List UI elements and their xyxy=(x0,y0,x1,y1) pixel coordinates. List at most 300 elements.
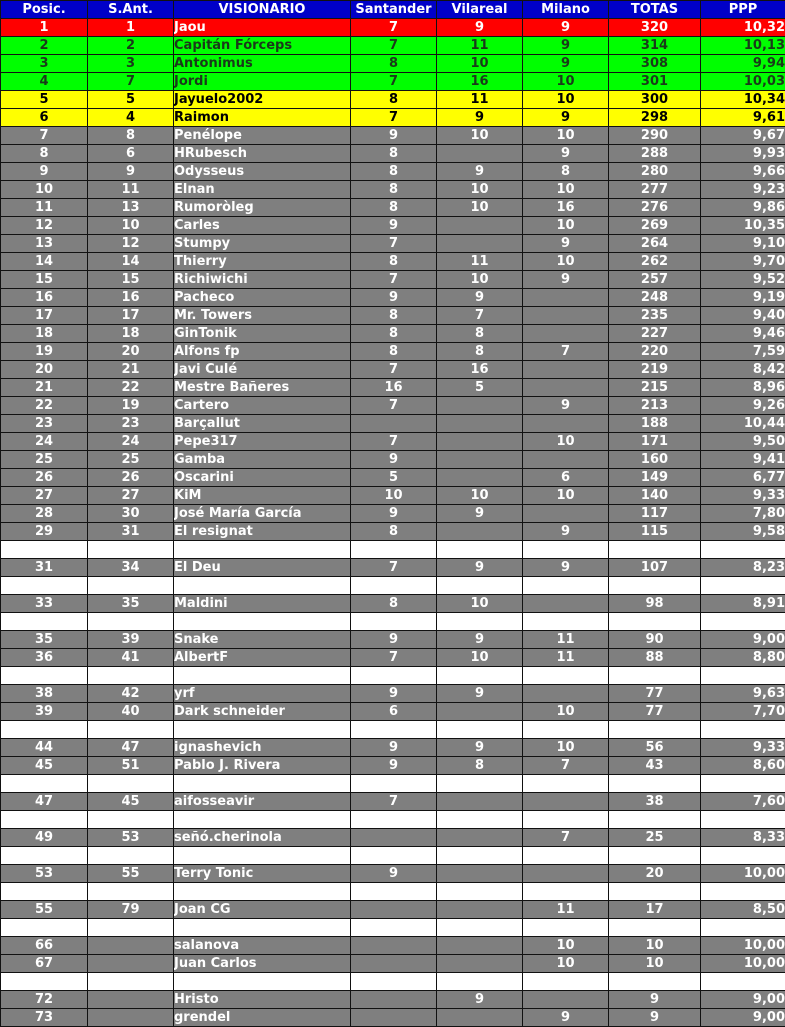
cell-vilareal xyxy=(437,235,523,253)
cell-santander: 8 xyxy=(351,181,437,199)
cell-milano: 9 xyxy=(523,55,609,73)
cell-santander: 8 xyxy=(351,163,437,181)
cell-milano: 10 xyxy=(523,253,609,271)
cell-totas: 264 xyxy=(609,235,701,253)
cell-visionario xyxy=(174,883,351,901)
table-row-blank xyxy=(1,613,785,631)
table-row xyxy=(1,289,785,307)
cell-posic: 26 xyxy=(1,469,88,487)
cell-posic xyxy=(1,721,88,739)
cell-visionario: Terry Tonic xyxy=(174,865,351,883)
cell-posic: 66 xyxy=(1,937,88,955)
cell-milano xyxy=(523,451,609,469)
header-visionario: VISIONARIO xyxy=(174,1,351,19)
cell-ppp: 8,42 xyxy=(701,361,785,379)
cell-s-ant: 22 xyxy=(88,379,174,397)
cell-s-ant: 2 xyxy=(88,37,174,55)
cell-ppp: 9,50 xyxy=(701,433,785,451)
cell-santander: 9 xyxy=(351,451,437,469)
cell-vilareal: 10 xyxy=(437,199,523,217)
cell-ppp: 8,50 xyxy=(701,901,785,919)
cell-santander xyxy=(351,613,437,631)
table-body xyxy=(1,19,785,1027)
cell-ppp: 9,00 xyxy=(701,1009,785,1027)
cell-ppp: 9,86 xyxy=(701,199,785,217)
cell-posic: 33 xyxy=(1,595,88,613)
cell-ppp: 10,13 xyxy=(701,37,785,55)
cell-santander xyxy=(351,811,437,829)
cell-s-ant: 10 xyxy=(88,217,174,235)
cell-vilareal xyxy=(437,451,523,469)
cell-milano xyxy=(523,613,609,631)
cell-visionario xyxy=(174,811,351,829)
cell-totas: 290 xyxy=(609,127,701,145)
cell-ppp xyxy=(701,541,785,559)
cell-visionario xyxy=(174,847,351,865)
cell-santander xyxy=(351,883,437,901)
cell-ppp: 7,59 xyxy=(701,343,785,361)
cell-santander: 6 xyxy=(351,703,437,721)
cell-totas: 38 xyxy=(609,793,701,811)
cell-visionario: Maldini xyxy=(174,595,351,613)
cell-s-ant: 7 xyxy=(88,73,174,91)
table-row xyxy=(1,937,785,955)
cell-santander: 7 xyxy=(351,109,437,127)
cell-totas: 90 xyxy=(609,631,701,649)
cell-milano: 9 xyxy=(523,37,609,55)
table-row-blank xyxy=(1,667,785,685)
cell-totas: 25 xyxy=(609,829,701,847)
cell-posic: 11 xyxy=(1,199,88,217)
table-row xyxy=(1,55,785,73)
cell-s-ant: 31 xyxy=(88,523,174,541)
cell-vilareal: 9 xyxy=(437,289,523,307)
cell-vilareal xyxy=(437,937,523,955)
cell-vilareal: 9 xyxy=(437,505,523,523)
cell-santander: 8 xyxy=(351,343,437,361)
cell-vilareal: 9 xyxy=(437,739,523,757)
table-row xyxy=(1,649,785,667)
cell-vilareal xyxy=(437,541,523,559)
cell-ppp: 9,52 xyxy=(701,271,785,289)
cell-visionario: Mr. Towers xyxy=(174,307,351,325)
cell-s-ant xyxy=(88,937,174,955)
cell-visionario: Alfons fp xyxy=(174,343,351,361)
cell-milano: 7 xyxy=(523,757,609,775)
cell-vilareal: 9 xyxy=(437,631,523,649)
cell-milano xyxy=(523,289,609,307)
cell-visionario: Jaou xyxy=(174,19,351,37)
cell-vilareal: 5 xyxy=(437,379,523,397)
cell-s-ant: 12 xyxy=(88,235,174,253)
cell-santander: 9 xyxy=(351,289,437,307)
cell-s-ant xyxy=(88,775,174,793)
cell-milano xyxy=(523,361,609,379)
cell-posic: 47 xyxy=(1,793,88,811)
cell-posic: 5 xyxy=(1,91,88,109)
cell-posic xyxy=(1,847,88,865)
cell-posic: 25 xyxy=(1,451,88,469)
cell-milano xyxy=(523,595,609,613)
cell-s-ant: 39 xyxy=(88,631,174,649)
cell-visionario: Dark schneider xyxy=(174,703,351,721)
cell-visionario xyxy=(174,577,351,595)
cell-posic xyxy=(1,775,88,793)
cell-totas: 43 xyxy=(609,757,701,775)
cell-santander xyxy=(351,955,437,973)
table-row xyxy=(1,703,785,721)
cell-posic: 23 xyxy=(1,415,88,433)
cell-totas: 308 xyxy=(609,55,701,73)
cell-santander xyxy=(351,973,437,991)
cell-visionario: Gamba xyxy=(174,451,351,469)
table-row-blank xyxy=(1,847,785,865)
cell-s-ant: 15 xyxy=(88,271,174,289)
cell-ppp: 8,33 xyxy=(701,829,785,847)
cell-totas: 117 xyxy=(609,505,701,523)
table-row xyxy=(1,595,785,613)
cell-s-ant: 13 xyxy=(88,199,174,217)
cell-santander: 8 xyxy=(351,325,437,343)
cell-visionario: Snake xyxy=(174,631,351,649)
cell-milano: 9 xyxy=(523,1009,609,1027)
cell-totas: 227 xyxy=(609,325,701,343)
cell-ppp: 9,33 xyxy=(701,739,785,757)
cell-totas xyxy=(609,847,701,865)
cell-ppp: 9,93 xyxy=(701,145,785,163)
cell-vilareal xyxy=(437,577,523,595)
cell-santander: 7 xyxy=(351,19,437,37)
cell-s-ant: 55 xyxy=(88,865,174,883)
cell-visionario xyxy=(174,667,351,685)
cell-ppp xyxy=(701,811,785,829)
cell-posic: 4 xyxy=(1,73,88,91)
cell-milano xyxy=(523,883,609,901)
table-row xyxy=(1,397,785,415)
cell-ppp: 9,26 xyxy=(701,397,785,415)
table-row xyxy=(1,559,785,577)
cell-totas: 10 xyxy=(609,937,701,955)
cell-milano: 9 xyxy=(523,109,609,127)
cell-posic: 3 xyxy=(1,55,88,73)
header-posic: Posic. xyxy=(1,1,88,19)
cell-santander: 7 xyxy=(351,793,437,811)
cell-ppp: 10,00 xyxy=(701,937,785,955)
cell-milano: 10 xyxy=(523,955,609,973)
cell-vilareal xyxy=(437,883,523,901)
cell-visionario: señó.cherinola xyxy=(174,829,351,847)
cell-visionario: Javi Culé xyxy=(174,361,351,379)
cell-vilareal: 10 xyxy=(437,487,523,505)
cell-posic xyxy=(1,613,88,631)
cell-posic: 49 xyxy=(1,829,88,847)
cell-s-ant: 20 xyxy=(88,343,174,361)
cell-ppp: 9,23 xyxy=(701,181,785,199)
cell-posic: 20 xyxy=(1,361,88,379)
cell-totas xyxy=(609,973,701,991)
table-row xyxy=(1,37,785,55)
cell-vilareal xyxy=(437,793,523,811)
cell-vilareal: 9 xyxy=(437,559,523,577)
cell-totas xyxy=(609,667,701,685)
cell-visionario: Pepe317 xyxy=(174,433,351,451)
cell-s-ant: 34 xyxy=(88,559,174,577)
cell-totas: 213 xyxy=(609,397,701,415)
cell-visionario xyxy=(174,775,351,793)
cell-s-ant: 5 xyxy=(88,91,174,109)
cell-s-ant: 26 xyxy=(88,469,174,487)
cell-posic: 22 xyxy=(1,397,88,415)
cell-posic: 19 xyxy=(1,343,88,361)
cell-santander: 16 xyxy=(351,379,437,397)
cell-ppp: 10,00 xyxy=(701,865,785,883)
cell-posic: 53 xyxy=(1,865,88,883)
table-row xyxy=(1,991,785,1009)
cell-milano xyxy=(523,865,609,883)
cell-santander xyxy=(351,919,437,937)
cell-milano xyxy=(523,811,609,829)
cell-posic: 55 xyxy=(1,901,88,919)
cell-s-ant xyxy=(88,919,174,937)
cell-ppp: 9,40 xyxy=(701,307,785,325)
cell-ppp: 10,00 xyxy=(701,955,785,973)
cell-s-ant: 35 xyxy=(88,595,174,613)
cell-vilareal xyxy=(437,415,523,433)
cell-posic: 13 xyxy=(1,235,88,253)
table-row-blank xyxy=(1,775,785,793)
cell-posic: 67 xyxy=(1,955,88,973)
table-row xyxy=(1,73,785,91)
cell-posic: 16 xyxy=(1,289,88,307)
cell-totas: 20 xyxy=(609,865,701,883)
cell-posic: 24 xyxy=(1,433,88,451)
cell-vilareal xyxy=(437,613,523,631)
cell-s-ant xyxy=(88,541,174,559)
table-row xyxy=(1,163,785,181)
cell-milano xyxy=(523,919,609,937)
cell-totas xyxy=(609,577,701,595)
cell-vilareal xyxy=(437,973,523,991)
cell-milano xyxy=(523,685,609,703)
cell-visionario: Antonimus xyxy=(174,55,351,73)
cell-totas xyxy=(609,613,701,631)
cell-totas: 17 xyxy=(609,901,701,919)
cell-ppp: 9,70 xyxy=(701,253,785,271)
table-row xyxy=(1,523,785,541)
cell-vilareal: 10 xyxy=(437,127,523,145)
cell-posic xyxy=(1,919,88,937)
cell-posic: 35 xyxy=(1,631,88,649)
cell-visionario xyxy=(174,541,351,559)
cell-santander xyxy=(351,829,437,847)
cell-visionario: Barçallut xyxy=(174,415,351,433)
cell-posic xyxy=(1,973,88,991)
cell-santander: 8 xyxy=(351,55,437,73)
cell-vilareal: 8 xyxy=(437,325,523,343)
cell-totas xyxy=(609,811,701,829)
cell-visionario: Rumoròleg xyxy=(174,199,351,217)
table-row xyxy=(1,793,785,811)
cell-ppp: 9,66 xyxy=(701,163,785,181)
cell-vilareal: 9 xyxy=(437,685,523,703)
cell-milano xyxy=(523,379,609,397)
cell-posic: 27 xyxy=(1,487,88,505)
cell-totas: 9 xyxy=(609,1009,701,1027)
cell-totas: 298 xyxy=(609,109,701,127)
cell-visionario: Thierry xyxy=(174,253,351,271)
cell-totas: 301 xyxy=(609,73,701,91)
cell-ppp: 8,60 xyxy=(701,757,785,775)
cell-visionario: grendel xyxy=(174,1009,351,1027)
cell-vilareal: 9 xyxy=(437,991,523,1009)
table-row xyxy=(1,127,785,145)
cell-santander: 7 xyxy=(351,559,437,577)
cell-s-ant: 19 xyxy=(88,397,174,415)
cell-santander: 9 xyxy=(351,865,437,883)
cell-totas xyxy=(609,919,701,937)
cell-milano xyxy=(523,847,609,865)
cell-s-ant: 11 xyxy=(88,181,174,199)
cell-milano: 10 xyxy=(523,739,609,757)
cell-posic: 2 xyxy=(1,37,88,55)
table-row xyxy=(1,307,785,325)
table-row xyxy=(1,757,785,775)
cell-milano: 6 xyxy=(523,469,609,487)
cell-posic: 29 xyxy=(1,523,88,541)
cell-posic: 1 xyxy=(1,19,88,37)
cell-milano: 9 xyxy=(523,397,609,415)
table-row xyxy=(1,325,785,343)
cell-totas: 262 xyxy=(609,253,701,271)
cell-s-ant: 27 xyxy=(88,487,174,505)
cell-vilareal xyxy=(437,829,523,847)
cell-ppp: 8,91 xyxy=(701,595,785,613)
cell-santander: 8 xyxy=(351,253,437,271)
header-milano: Milano xyxy=(523,1,609,19)
cell-visionario: Mestre Bañeres xyxy=(174,379,351,397)
cell-visionario: HRubesch xyxy=(174,145,351,163)
cell-s-ant: 21 xyxy=(88,361,174,379)
cell-s-ant xyxy=(88,721,174,739)
table-row xyxy=(1,451,785,469)
cell-totas: 257 xyxy=(609,271,701,289)
cell-vilareal xyxy=(437,811,523,829)
cell-vilareal xyxy=(437,469,523,487)
cell-santander: 9 xyxy=(351,217,437,235)
cell-vilareal xyxy=(437,397,523,415)
cell-s-ant: 25 xyxy=(88,451,174,469)
cell-milano: 9 xyxy=(523,523,609,541)
cell-santander: 8 xyxy=(351,145,437,163)
table-row xyxy=(1,145,785,163)
cell-vilareal xyxy=(437,847,523,865)
cell-santander: 7 xyxy=(351,235,437,253)
cell-ppp xyxy=(701,721,785,739)
cell-milano: 10 xyxy=(523,73,609,91)
cell-vilareal xyxy=(437,217,523,235)
table-row xyxy=(1,181,785,199)
cell-s-ant: 51 xyxy=(88,757,174,775)
cell-totas: 277 xyxy=(609,181,701,199)
cell-ppp: 10,35 xyxy=(701,217,785,235)
cell-s-ant: 14 xyxy=(88,253,174,271)
cell-ppp xyxy=(701,919,785,937)
cell-ppp: 9,00 xyxy=(701,991,785,1009)
cell-totas: 215 xyxy=(609,379,701,397)
header-vilareal: Vilareal xyxy=(437,1,523,19)
cell-visionario: Penélope xyxy=(174,127,351,145)
table-row xyxy=(1,415,785,433)
cell-vilareal xyxy=(437,901,523,919)
cell-totas: 56 xyxy=(609,739,701,757)
cell-visionario: Cartero xyxy=(174,397,351,415)
cell-vilareal: 7 xyxy=(437,307,523,325)
header-totas: TOTAS xyxy=(609,1,701,19)
cell-santander: 7 xyxy=(351,649,437,667)
cell-totas: 115 xyxy=(609,523,701,541)
cell-totas xyxy=(609,721,701,739)
cell-visionario: El resignat xyxy=(174,523,351,541)
cell-vilareal: 10 xyxy=(437,271,523,289)
cell-santander: 8 xyxy=(351,595,437,613)
cell-santander: 9 xyxy=(351,127,437,145)
cell-visionario: GinTonik xyxy=(174,325,351,343)
cell-santander: 8 xyxy=(351,523,437,541)
cell-santander: 10 xyxy=(351,487,437,505)
table-row xyxy=(1,433,785,451)
cell-visionario: Richiwichi xyxy=(174,271,351,289)
table-row xyxy=(1,19,785,37)
cell-milano xyxy=(523,991,609,1009)
cell-milano: 9 xyxy=(523,235,609,253)
cell-santander xyxy=(351,937,437,955)
cell-posic: 15 xyxy=(1,271,88,289)
cell-posic xyxy=(1,811,88,829)
cell-milano: 9 xyxy=(523,271,609,289)
cell-visionario: José María García xyxy=(174,505,351,523)
cell-ppp: 6,77 xyxy=(701,469,785,487)
cell-vilareal: 10 xyxy=(437,181,523,199)
cell-ppp: 9,00 xyxy=(701,631,785,649)
cell-santander xyxy=(351,721,437,739)
cell-posic: 8 xyxy=(1,145,88,163)
cell-milano xyxy=(523,721,609,739)
cell-ppp xyxy=(701,775,785,793)
cell-s-ant: 18 xyxy=(88,325,174,343)
cell-visionario: salanova xyxy=(174,937,351,955)
cell-santander: 9 xyxy=(351,631,437,649)
table-row xyxy=(1,271,785,289)
cell-santander: 8 xyxy=(351,91,437,109)
cell-posic: 6 xyxy=(1,109,88,127)
cell-ppp xyxy=(701,667,785,685)
table-row xyxy=(1,109,785,127)
cell-vilareal: 9 xyxy=(437,163,523,181)
cell-s-ant: 23 xyxy=(88,415,174,433)
table-row xyxy=(1,91,785,109)
cell-santander xyxy=(351,901,437,919)
cell-milano: 11 xyxy=(523,631,609,649)
cell-vilareal xyxy=(437,721,523,739)
cell-milano: 7 xyxy=(523,829,609,847)
cell-santander: 8 xyxy=(351,199,437,217)
cell-ppp xyxy=(701,883,785,901)
cell-visionario xyxy=(174,721,351,739)
cell-ppp: 8,23 xyxy=(701,559,785,577)
cell-ppp: 10,34 xyxy=(701,91,785,109)
cell-milano xyxy=(523,577,609,595)
cell-s-ant: 16 xyxy=(88,289,174,307)
